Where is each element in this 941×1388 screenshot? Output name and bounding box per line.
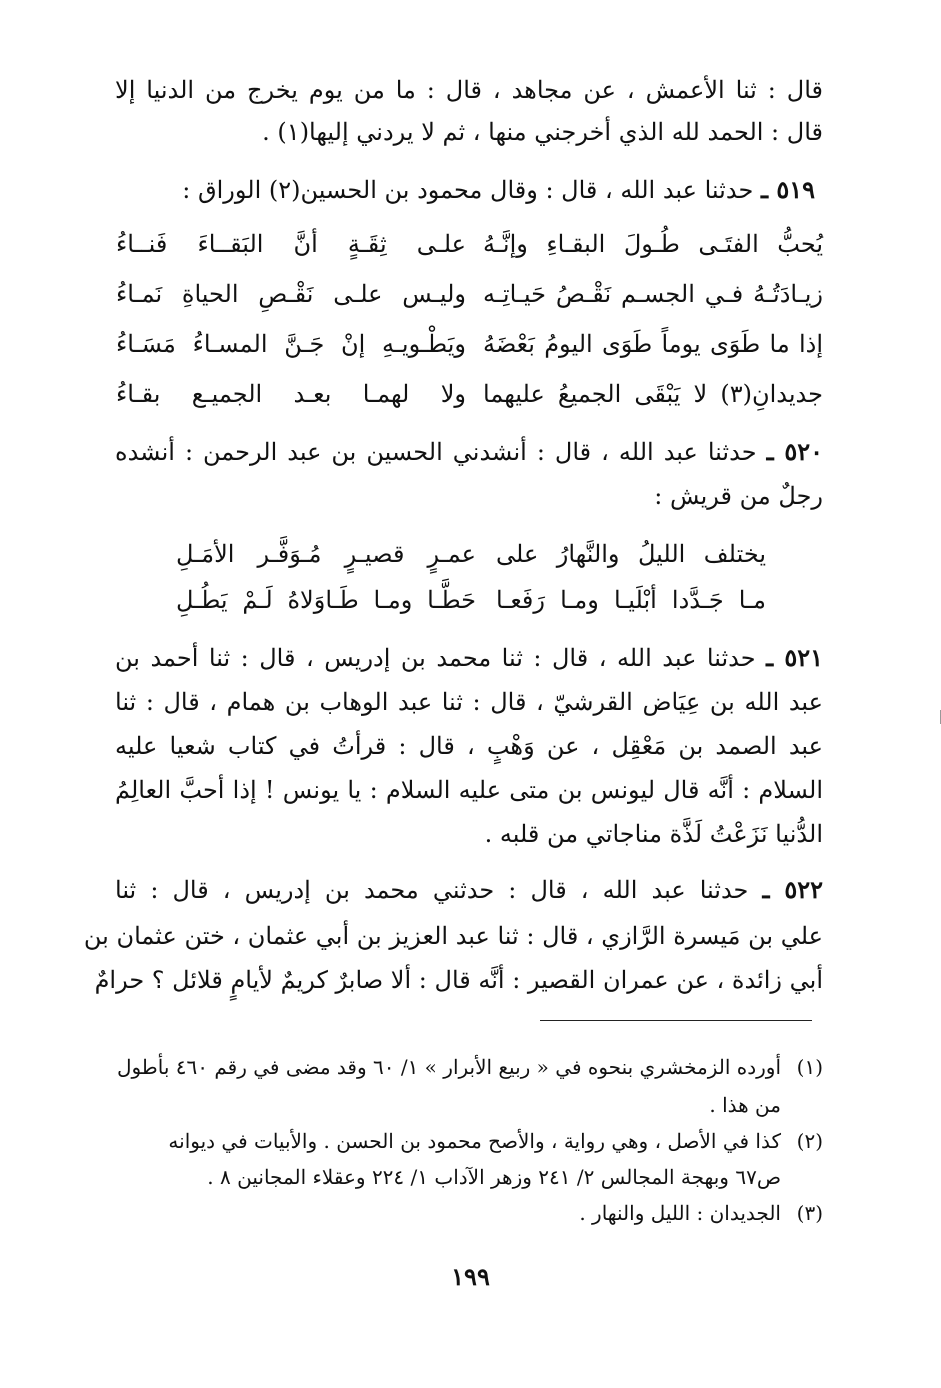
entry-text: حدثنا عبد الله ، قال : أنشدني الحسين بن عبد الرحمن : أنشده bbox=[115, 438, 757, 466]
entry-number: ٥٢٢ ـ bbox=[762, 875, 823, 904]
text-line: قال : ثنا الأعمش ، عن مجاهد ، قال : ما من يوم يخرج من الدنيا إلا bbox=[115, 76, 823, 104]
verse-hemistich: جديدانِ(٣) لا يَبْقَى الجميعُ عليهما bbox=[483, 380, 823, 408]
footnote-separator bbox=[540, 1020, 812, 1021]
footnote-text: كذا في الأصل ، وهي رواية ، والأصح محمود بن الحسن . والأبيات في ديوانه bbox=[168, 1129, 781, 1153]
entry-text: حدثنا عبد الله ، قال : ثنا محمد بن إدريس ، قال : ثنا أحمد بن bbox=[115, 644, 756, 672]
footnote-2 bbox=[115, 1124, 823, 1158]
text-line: عبد الصمد بن مَعْقِل ، عن وَهْبٍ ، قال : قرأتُ في كتاب شعيا عليه bbox=[115, 732, 823, 760]
text-line: الدُّنيا نَزَعْتُ لَذَّة مناجاتي من قلبه . bbox=[484, 820, 823, 848]
page-number: ١٩٩ bbox=[451, 1262, 490, 1291]
text-line: السلام : أنَّه قال ليونس بن متى عليه السلام : يا يونس ! إذا أحبَّ العالِمُ bbox=[115, 776, 823, 804]
text-line: قال : الحمد لله الذي أخرجني منها ، ثم لا يردني إليها(١) . bbox=[262, 118, 823, 146]
verse-hemistich: مـا جَـدَّدا أبْلَيـا ومـا رَفَعـا bbox=[496, 586, 766, 614]
text-line: أبي زائدة ، عن عمران القصير : أنَّه قال : ألا صابرٌ كريمٌ لأيامٍ قلائل ؟ حرامٌ bbox=[94, 966, 823, 994]
footnote-text: ص٦٧ وبهجة المجالس ٢/ ٢٤١ وزهر الآداب ١/ ٢٢٤ وعقلاء المجانين ٨ . bbox=[207, 1165, 781, 1189]
text-line: علي بن مَيسرة الرَّازي ، قال : ثنا عبد العزيز بن أبي عثمان ، ختن عثمان بن bbox=[83, 922, 823, 950]
footnote-1 bbox=[115, 1050, 823, 1084]
footnote-number: (٣) bbox=[796, 1201, 823, 1225]
footnote-number: (١) bbox=[796, 1055, 823, 1079]
entry-number: ٥٢١ ـ bbox=[766, 643, 823, 672]
footnote-text: أورده الزمخشري بنحوه في « ربيع الأبرار » ١/ ٦٠ وقد مضى في رقم ٤٦٠ بأطول bbox=[116, 1055, 781, 1079]
verse-hemistich: إذا ما طَوَى يوماً طَوَى اليومُ بَعْضَهُ bbox=[483, 330, 823, 358]
entry-text: حدثنا عبد الله ، قال : وقال محمود بن الحسين(٢) الوراق : bbox=[182, 176, 754, 204]
entry-519-heading bbox=[107, 170, 815, 210]
entry-number: ٥٢٠ ـ bbox=[766, 437, 824, 466]
verse-hemistich: ولا لهمـا بعـد الجميـع بقـاءُ bbox=[116, 380, 466, 408]
verse-hemistich: يختلف الليلُ والنَّهارُ على bbox=[496, 540, 766, 568]
verse-hemistich: زيـادَتُـهُ فـي الجسـم نَقْـصُ حَيـاتِـه bbox=[483, 280, 823, 308]
footnote-3 bbox=[115, 1196, 823, 1230]
entry-number: ٥١٩ ـ bbox=[760, 175, 815, 204]
footnote-number: (٢) bbox=[796, 1129, 823, 1153]
verse-hemistich: وليـس علـى نَقْـصِ الحياةِ نَمـاءُ bbox=[116, 280, 466, 308]
verse-hemistich: حَطَّـا ومـا طَـاوَلاهُ لَـمْ يَطُـلِ bbox=[176, 586, 476, 614]
verse-hemistich: يُحبُّ الفتَـى طُـولَ البقـاءِ وإنَّـهُ bbox=[483, 230, 823, 258]
text-line: رجلٌ من قريش : bbox=[654, 482, 823, 510]
entry-522-heading bbox=[115, 870, 823, 910]
text-line: عبد الله بن عِيَاض القرشيّ ، قال : ثنا عبد الوهاب بن همام ، قال : ثنا bbox=[115, 688, 823, 716]
entry-521-heading bbox=[115, 638, 823, 678]
entry-520-heading bbox=[115, 432, 823, 472]
footnote-text: الجديدان : الليل والنهار . bbox=[579, 1201, 781, 1225]
footnote-text: من هذا . bbox=[709, 1093, 781, 1117]
verse-hemistich: عمـرٍ قصيـرٍ مُـوَفَّـر الأمَـلِ bbox=[176, 540, 476, 568]
entry-text: حدثنا عبد الله ، قال : حدثني محمد بن إدريس ، قال : ثنا bbox=[115, 876, 749, 904]
verse-hemistich: ويَطْـويـهِ إنْ جَـنَّ المسـاءُ مَسَـاءُ bbox=[116, 330, 466, 358]
verse-hemistich: علـى ثِقَـةٍ أنَّ البَقــاءَ فَنــاءُ bbox=[116, 230, 466, 258]
